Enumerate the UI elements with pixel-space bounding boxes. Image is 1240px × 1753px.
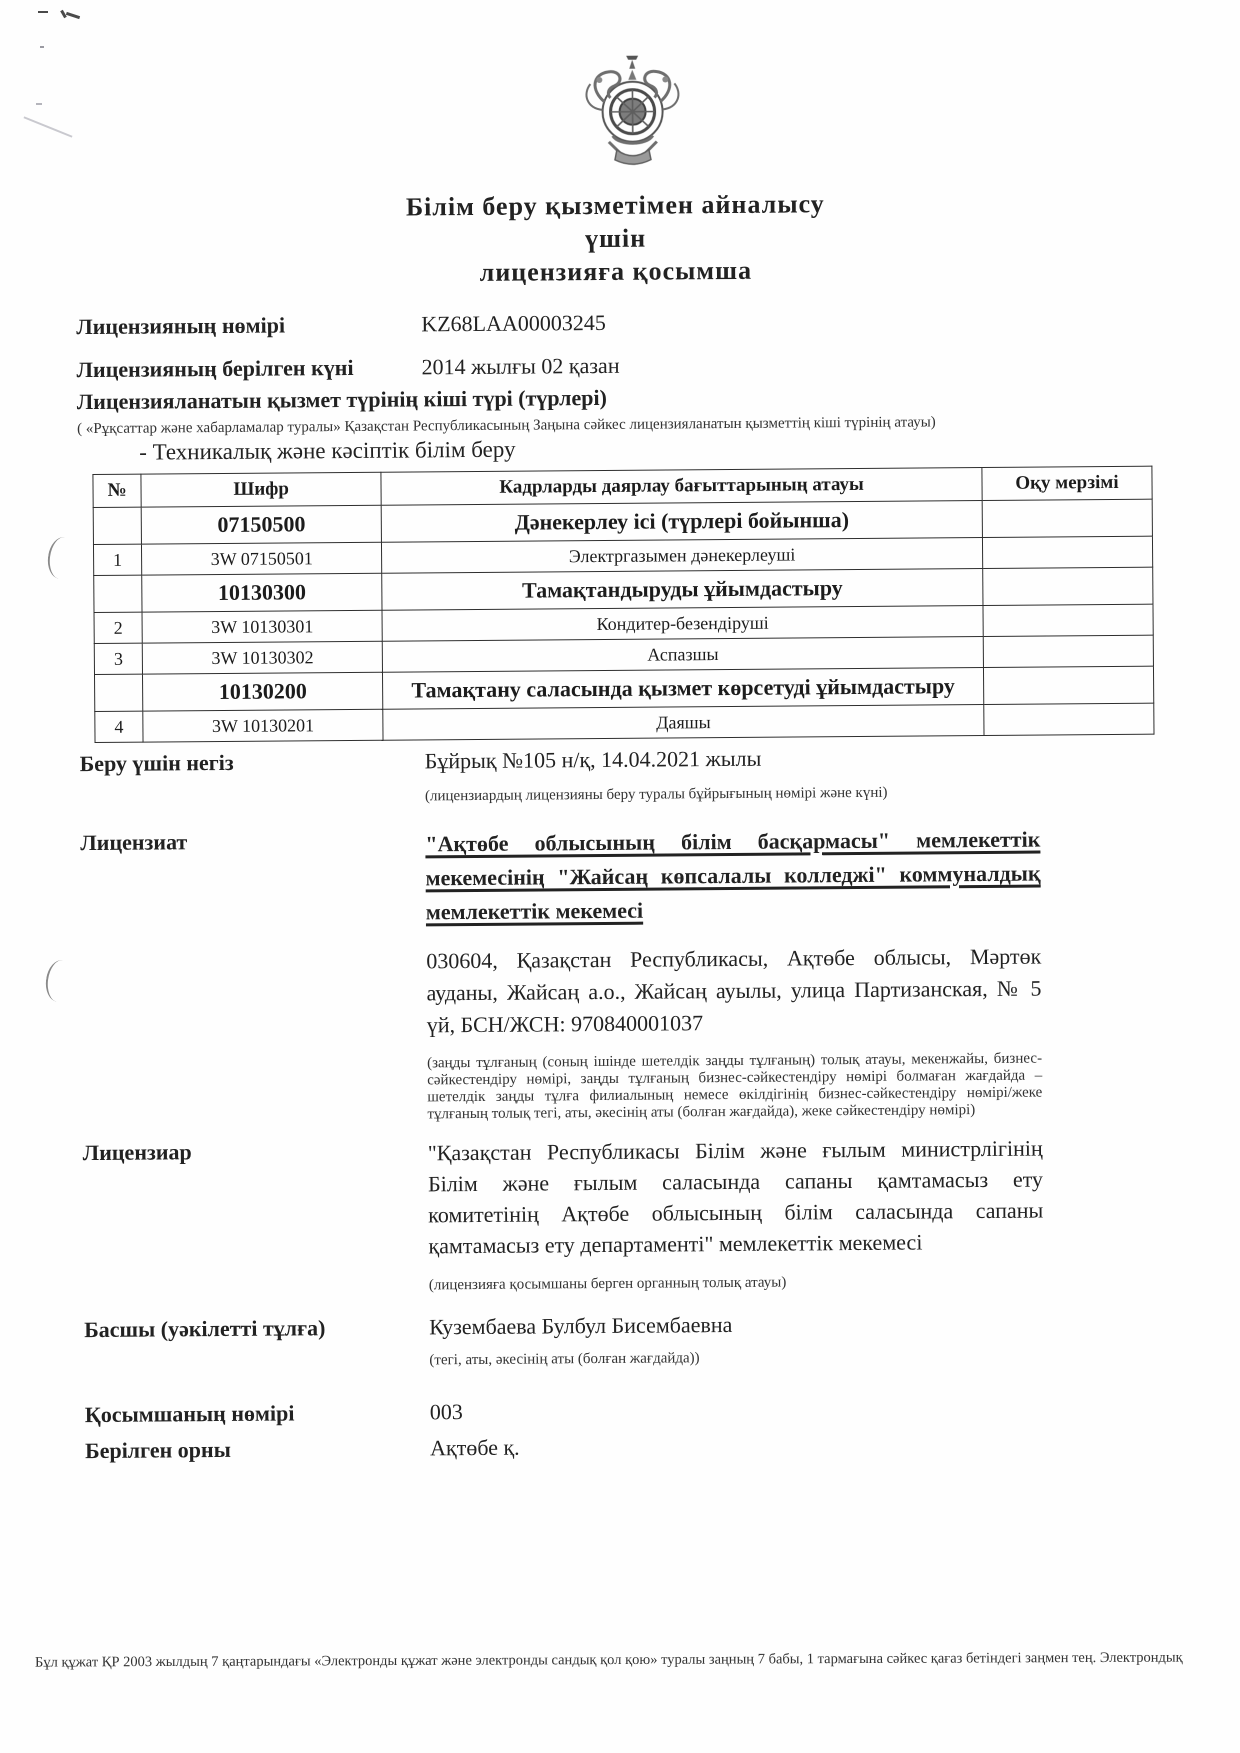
col-header-name: Кадрларды даярлау бағыттарының атауы xyxy=(381,467,982,505)
document-title xyxy=(0,184,1236,293)
licensee-value: "Ақтөбе облысының білім басқармасы" мемлекеттік мекемесінің "Жайсаң көпсалалы колледжі" коммуналдық мемлекеттік мекемесі xyxy=(425,826,1041,925)
field-annex-number xyxy=(85,1394,1165,1428)
head-label: Басшы (уәкілетті тұлға) xyxy=(84,1315,326,1343)
col-header-code: Шифр xyxy=(141,472,381,507)
field-license-number xyxy=(76,306,1156,340)
cell-num: 4 xyxy=(95,711,143,742)
cell-code: 07150500 xyxy=(141,505,382,544)
licensee-note: (заңды тұлғаның (соның ішінде шетелдік заңды тұлғаның) толық атауы, мекенжайы, бизнес-сәйкестендіру нөмірі, заңды тұлғаның бизнес-сәйкестендіру нөмірі болмаған жағдайда – шетелдік заңды тұлға филиалының немесе өкілдігінің бизнес-сәйкестендіру нөмірі/жеке тұлғаның толық тегі, аты, әкесінің аты (болған жағдайда), жеке сәйкестендіру нөмірі) xyxy=(427,1050,1043,1123)
cell-name: Даяшы xyxy=(383,704,984,740)
head-value: Кузембаева Булбул Бисембаевна xyxy=(429,1311,733,1340)
cell-num: 1 xyxy=(93,544,141,575)
basis-label: Беру үшін негіз xyxy=(79,749,234,777)
footer-legal-text: Бұл құжат ҚР 2003 жылдың 7 қаңтарындағы «Электронды құжат және электронды сандық қол қою» туралы заңның 7 бабы, 1 тармағына сәйкес қағаз бетіндегі заңмен тең. Электрондық xyxy=(34,1649,1183,1671)
basis-value: Бұйрық №105 н/қ, 14.04.2021 жылы xyxy=(424,745,762,774)
annex-number-value: 003 xyxy=(429,1399,463,1425)
licensee-address: 030604, Қазақстан Республикасы, Ақтөбе облысы, Мәртөк ауданы, Жайсаң а.о., Жайсаң ауылы, улица Партизанская, № 5 үй, БСН/ЖСН: 970840001037 xyxy=(426,943,1042,1038)
issue-date-value: 2014 жылғы 02 қазан xyxy=(421,352,620,380)
cell-code: 3W 10130302 xyxy=(142,641,382,674)
title-line-3: лицензияға қосымша xyxy=(479,255,753,287)
field-issue-place xyxy=(85,1430,1165,1464)
cell-num xyxy=(94,575,142,612)
subtype-note: ( «Рұқсаттар және хабарламалар туралы» Қазақстан Республикасының Заңына сәйкес лицензияланатын қызметтің кіші түрінің атауы) xyxy=(77,414,936,438)
emblem-ribbon xyxy=(615,150,651,165)
licensor-note: (лицензияға қосымшаны берген органның толық атауы) xyxy=(428,1274,787,1294)
license-number-value: KZ68LAA00003245 xyxy=(421,309,606,337)
head-note: (тегі, аты, әкесінің аты (болған жағдайда)) xyxy=(429,1350,700,1369)
cell-term xyxy=(983,635,1153,667)
cell-name: Аспазшы xyxy=(382,636,983,672)
cell-name: Тамақтандыруды ұйымдастыру xyxy=(382,568,983,610)
licensor-value: "Қазақстан Республикасы Білім және ғылым министрлігінің Білім және ғылым саласында сапаны қамтамасыз ету комитетінің Ақтөбе облысының білім саласында сапаны қамтамасыз ету департаменті" мемлекеттік мекемесі xyxy=(427,1135,1044,1259)
field-issue-date xyxy=(77,349,1157,383)
cell-code: 10130300 xyxy=(142,573,383,612)
cell-code: 3W 07150501 xyxy=(142,542,382,575)
cell-name: Кондитер-безендіруші xyxy=(382,605,983,641)
subtype-label: Лицензияланатын қызмет түрінің кіші түрі (түрлері) xyxy=(76,384,607,415)
issue-date-label: Лицензияның берілген күні xyxy=(76,354,354,383)
cell-num xyxy=(93,507,141,544)
cell-term xyxy=(983,567,1153,605)
emblem-container xyxy=(0,0,1235,188)
licensor-label: Лицензиар xyxy=(82,1139,192,1166)
kazakhstan-coat-of-arms-icon xyxy=(568,49,697,178)
title-line-1: Білім беру қызметімен айналысу xyxy=(405,189,825,222)
col-header-num: № xyxy=(93,474,141,507)
col-header-term: Оқу мерзімі xyxy=(982,466,1152,500)
cell-name: Электргазымен дәнекерлеуші xyxy=(382,537,983,573)
cell-code: 3W 10130201 xyxy=(143,709,383,742)
cell-term xyxy=(982,499,1152,537)
issue-place-value: Ақтөбе қ. xyxy=(429,1434,520,1461)
cell-name: Тамақтану саласында қызмет көрсетуді ұйымдастыру xyxy=(383,667,984,709)
field-licensor xyxy=(83,1132,1164,1297)
field-head xyxy=(84,1309,1164,1372)
cell-code: 3W 10130301 xyxy=(142,610,382,643)
cell-term xyxy=(984,703,1154,735)
field-basis xyxy=(80,743,1160,808)
cell-num: 3 xyxy=(94,643,142,674)
training-directions-table xyxy=(92,466,1154,743)
license-number-label: Лицензияның нөмірі xyxy=(76,312,286,340)
cell-term xyxy=(983,604,1153,636)
cell-num: 2 xyxy=(94,612,142,643)
annex-number-label: Қосымшаның нөмірі xyxy=(84,1400,295,1428)
field-licensee xyxy=(80,822,1162,1126)
title-line-2: үшін xyxy=(584,223,647,254)
cell-term xyxy=(983,666,1153,704)
cell-name: Дәнекерлеу ісі (түрлері бойынша) xyxy=(381,500,982,542)
subtype-value: - Техникалық және кәсіптік білім беру xyxy=(139,436,516,465)
cell-code: 10130200 xyxy=(143,672,384,711)
cell-term xyxy=(982,536,1152,568)
issue-place-label: Берілген орны xyxy=(84,1436,231,1464)
licensee-label: Лицензиат xyxy=(80,829,188,856)
cell-num xyxy=(94,674,142,711)
basis-note: (лицензиардың лицензияны беру туралы бұйрығының нөмірі және күні) xyxy=(424,784,888,805)
